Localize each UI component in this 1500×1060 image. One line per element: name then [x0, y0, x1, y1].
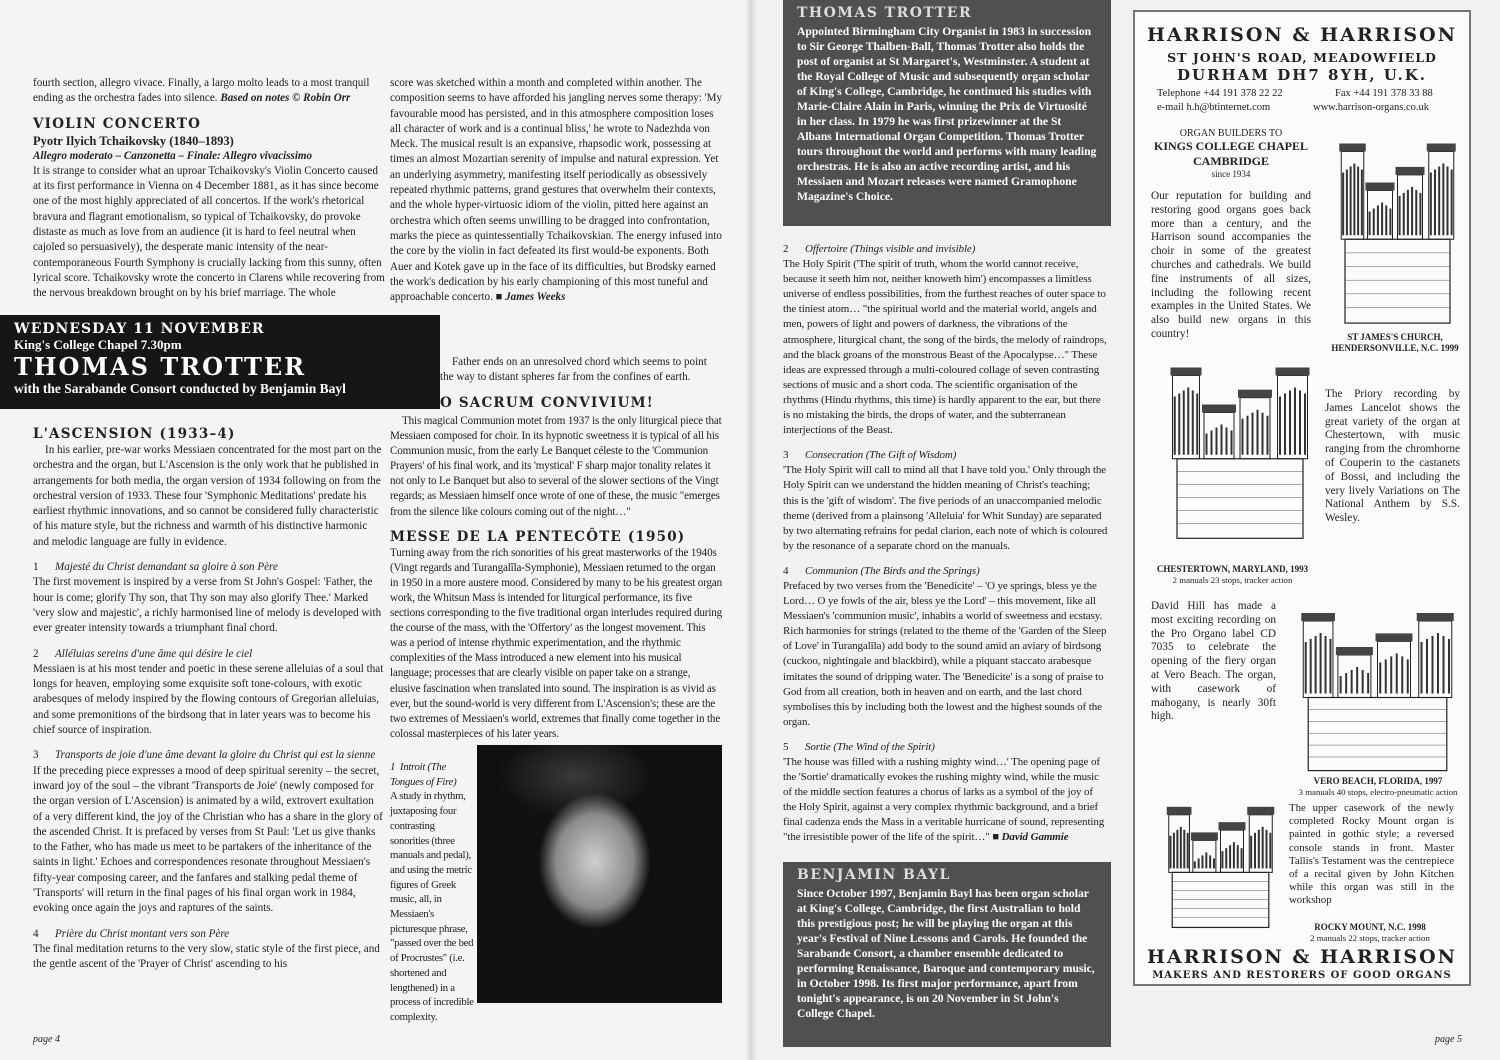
movement-number: 2 — [783, 243, 789, 255]
ad-para-2: The Priory recording by James Lancelot shows the great variety of the organ at Chestertown, with music ranging from the chromhorne of Couperin to the castanets of Bossi, and including the very lively Variations on The National Anthem by S.S. Wesley. — [1325, 388, 1460, 525]
organ-illustration-vero-beach — [1295, 604, 1460, 774]
ascension-intro: In his earlier, pre-war works Messiaen concentrated for the most part on the orchestra and the organ, but L'Ascension is the only work that he published in arrangements for both media, the organ version of 1934 following on from the orchestral version of 1933. These four 'Symphonic Meditations' predate his earliest rhythmic innovations, and so cannot be considered fully characteristic of his mature style, but the richness and warmth of his distinctive harmonic and melodic language are fully in evidence. — [33, 444, 382, 548]
ad-para-3: David Hill has made a most exciting recording on the Pro Organo label CD 7035 to celebrate the opening of the fiery organ at Vero Beach. The organ, with casework of mahogany, is nearly 30ft high. — [1151, 600, 1276, 723]
sacrum-body — [390, 414, 723, 742]
caption-3-title: VERO BEACH, FLORIDA, 1997 — [1313, 776, 1443, 786]
violin-para-2: score was sketched within a month and completed within another. The composition seems to have afforded his jangling nerves some therapy: 'My favourable mood has persisted, and in this atmosphere composition loses all character of work and is a continual bliss,' he wrote to Nadezhda von Meck. The musical result is an expansive, rhapsodic work, possessing at times an almost Mozartian serenity of impulse and natural expression. Yet an underlying asymmetry, manifesting itself periodically as obsessively repeated rhythmic patterns, grand gestures that overwhelm their contexts, and the whole hyper-virtuosic idiom of the violin, pitted here against an orchestra which often seems unwilling to be dragged into confrontation, marks the piece as quintessentially Tchaikovskian. The energy infused into the core by the violin in fact defeated its first would-be exponents. Both Auer and Kotek gave up in the face of its difficulties, but Brodsky earned the work's dedication by his early championing of this most tuneful and approachable concerto. ■ — [390, 77, 723, 304]
ad-address-1: ST JOHN'S ROAD, MEADOWFIELD — [1167, 50, 1437, 65]
page-number-right: page 5 — [1435, 1034, 1462, 1045]
movement-title — [33, 647, 385, 662]
ad-para-1: Our reputation for building and restoring good organs goes back more than a century, and the Harrison sound accompanies the choir in some of the greatest churches and cathedrals. We build fine instruments of all sizes, including the following recent examples in the United States. We also build new organs in this country! — [1151, 190, 1311, 340]
violin-concerto-continued — [390, 76, 725, 305]
movement-number: 1 — [33, 561, 39, 574]
concert-date: WEDNESDAY 11 NOVEMBER — [14, 321, 265, 337]
bayl-bio-box — [783, 862, 1111, 1047]
movement-name: Sortie (The Wind of the Spirit) — [805, 740, 935, 753]
concert-subtitle: with the Sarabande Consort conducted by Benjamin Bayl — [14, 381, 346, 396]
movement-name: Prière du Christ montant vers son Père — [55, 927, 230, 940]
ad-footer-name: HARRISON & HARRISON — [1147, 946, 1457, 968]
sacrum-messe-section — [440, 355, 723, 412]
caption-4-sub: 2 manuals 22 stops, tracker action — [1310, 933, 1430, 943]
ad-since: since 1934 — [1211, 169, 1251, 179]
movement-title — [33, 748, 385, 763]
movement-title — [783, 564, 1108, 579]
movement-name: Transports de joie d'une âme devant la gloire du Christ qui est la sienne — [55, 749, 376, 762]
introit-text: A study in rhythm, juxtaposing four contrasting sonorities (three manuals and pedal), and using the metric figures of Greek music, all, in Messiaen's picturesque phrase, "passed over the bed of Procrustes" (i.e. shortened and lengthened) in a process of incredible complexity. — [390, 790, 474, 1023]
ascension-heading: L'ASCENSION (1933–4) — [33, 426, 236, 442]
movement-text: Messiaen is at his most tender and poetic in these serene alleluias of a soul that longs for heaven, employing some exquisite soft tone-colours, with exotic arabesques of melody inspired by the flowing contours of Gregorian alleluias, and some premonitions of the birdsong that in later years was to become his chief source of inspiration. — [33, 662, 384, 737]
movement-name: Alléluias sereins d'une âme qui désire le ciel — [55, 647, 253, 660]
ascension-section — [33, 425, 385, 973]
movement-number: 2 — [33, 647, 39, 660]
composer: Pyotr Ilyich Tchaikovsky (1840–1893) — [33, 133, 234, 148]
page-number-left: page 4 — [33, 1034, 60, 1045]
sacrum-text: This magical Communion motet from 1937 is the only liturgical piece that Messiaen composed for choir. In its hypnotic sweetness it is typical of all his Communion music, from the early Le Banquet céleste to the 'Communion Prayers' of his final work, and its 'mystical' F sharp major tonality relates it not only to Le Banquet but also to several of the slower sections of the Vingt regards; as Messiaen himself once wrote of one of these, the music "emerges from the silence like colours coming out of the night…" — [390, 415, 722, 518]
trotter-bio-text: Appointed Birmingham City Organist in 1983 in succession to Sir George Thalben-Ball, Thomas Trotter also holds the post of organist at St Margaret's, Westminster. A student at the Royal College of Music and subsequently organ scholar of King's College, Cambridge, he continued his studies with Marie-Claire Alain in Paris, winning the Prix de Virtuosité in her class. In 1979 he was first prizewinner at the St Albans International Organ Competition. Thomas Trotter tours throughout the world and performs with many leading orchestras. He is also an active recording artist, and his Messiaen and Mozart releases were named Gramophone Magazine's Choice. — [797, 25, 1097, 203]
introit-title: Introit (The Tongues of Fire) — [390, 761, 457, 788]
ad-builders-to: ORGAN BUILDERS TO — [1179, 128, 1283, 139]
movement-number: 3 — [783, 449, 789, 462]
movement-number: 3 — [33, 749, 39, 762]
ad-kings-college: KINGS COLLEGE CHAPEL — [1153, 139, 1309, 153]
movement-number: 4 — [33, 927, 39, 940]
movement-text: The Holy Spirit ('The spirit of truth, whom the world cannot receive, because it seeth him not, neither knoweth him') encompasses a limitless universe of endless possibilities, from the furthest reaches of outer space to the tiniest atom… "the spiritual world and the material world, angels and men, powers of light and powers of darkness, the vibrations of the atmosphere, liturgical chant, the song of the birds, the melody of raindrops, and the black groans of the monstrous Beast of the Apocalypse…" These ideas are expressed through a multi-coloured collage of seven contrasting sections of music and a short coda. The scientific organisation of the rhythms (Hindu rhythms, this time) is hardly apparent to the ear, but there is no mistaking the birds, the drops of water, and the subterranean interjections of the Beast. — [783, 258, 1107, 437]
ad-tagline: MAKERS AND RESTORERS OF GOOD ORGANS — [1152, 970, 1452, 981]
ad-fax: Fax +44 191 378 33 88 — [1335, 88, 1433, 99]
movement-text: The first movement is inspired by a verse from St John's Gospel: 'Father, the hour is come; glorify Thy son, that Thy son may also glorify Thee.' Marked 'very slow and majestic', a richly harmonised line of melody is developed with ever greater intensity towards a triumphant final chord. — [33, 576, 382, 635]
caption-4-title: ROCKY MOUNT, N.C. 1998 — [1314, 922, 1426, 932]
page-gutter — [745, 0, 757, 1060]
movement-title — [783, 448, 1108, 463]
movement-number: 4 — [783, 564, 789, 577]
movement-text: The final meditation returns to the very slow, static style of the first piece, and the gentle ascent of the 'Prayer of Christ' ascending to his — [33, 942, 380, 971]
caption-1-sub: HENDERSONVILLE, N.C. 1999 — [1331, 343, 1459, 353]
violin-credit: James Weeks — [505, 291, 566, 304]
introit-num: 1 — [390, 761, 396, 773]
concert-banner — [0, 315, 440, 409]
movement-name: Majesté du Christ demandant sa gloire à son Père — [55, 561, 278, 574]
caption-1-title: ST JAMES'S CHURCH, — [1347, 332, 1443, 342]
ad-cambridge: CAMBRIDGE — [1192, 154, 1269, 168]
caption-2-sub: 2 manuals 23 stops, tracker action — [1172, 575, 1293, 585]
performer-photo — [477, 745, 722, 1003]
ad-email[interactable]: e-mail h.h@btinternet.com — [1157, 102, 1271, 113]
violin-para-1: It is strange to consider what an uproar Tchaikovsky's Violin Concerto caused at its first performance in Vienna on 4 December 1881, as it has since become one of the most highly appreciated of all concertos. If the work's rhetorical bravura and flagrant emotionalism, so typical of Tchaikovsky, do provoke distaste as much as love from an audience (it is hard to feel neutral when cajoled so persuasively), the desperate manic intensity of the near-contemporaneous Fourth Symphony is crucially lacking from this sunny, often lyrical score. Tchaikovsky wrote the concerto in Clarens while recovering from the nervous breakdown brought on by his brief marriage. The whole — [33, 164, 385, 300]
sortie-credit: David Gammie — [998, 831, 1069, 844]
movement-name: Communion (The Birds and the Springs) — [805, 564, 980, 577]
messe-text: Turning away from the rich sonorities of his great masterworks of the 1940s (Vingt regards and Turangalîla-Symphonie), Messiaen returned to the organ in 1950 in a more austere mood. Considered by many to be his greatest organ work, the Whitsun Mass is intended for liturgical performance, its five sections corresponding to the five traditional organ interludes required during the course of the mass, with the 'Offertory' as the longest movement. This was a period of intense rhythmic experimentation, and the rhythmic complexities of the Mass introduced a new element into his musical language; processes that are clearly visible on paper take on a strange, elusive fascination when translated into sound. The inspiration is as vivid as ever, but the sound-world is very different from L'Ascension's; these are the two extremes of Messiaen's world, extremes that finally come together in the colossal masterpieces of his later years. — [390, 546, 723, 740]
ad-address-2: DURHAM DH7 8YH, U.K. — [1177, 66, 1427, 84]
movement-title — [33, 560, 385, 575]
caption-2-title: CHESTERTOWN, MARYLAND, 1993 — [1156, 564, 1309, 574]
trotter-bio-heading: THOMAS TROTTER — [797, 5, 973, 21]
organ-illustration-hendersonville — [1335, 132, 1460, 327]
movement-name: Offertoire (Things visible and invisible) — [805, 243, 976, 255]
ad-telephone: Telephone +44 191 378 22 22 — [1157, 88, 1283, 99]
violin-concerto-section — [33, 76, 385, 302]
ad-website[interactable]: www.harrison-organs.co.uk — [1313, 102, 1430, 113]
intro-text: fourth section, allegro vivace. Finally, a largo molto leads to a most tranquil ending as the orchestra fades into silence. — [33, 77, 370, 105]
sacrum-heading: O SACRUM CONVIVIUM! — [440, 394, 654, 411]
concert-venue: King's College Chapel 7.30pm — [14, 337, 182, 352]
organ-illustration-chestertown — [1165, 357, 1315, 542]
movements: Allegro moderato – Canzonetta – Finale: Allegro vivacissimo — [33, 149, 313, 162]
movement-number: 5 — [783, 740, 789, 753]
movement-title — [783, 242, 1108, 257]
ad-company-name: HARRISON & HARRISON — [1147, 24, 1457, 46]
violin-concerto-heading: VIOLIN CONCERTO — [33, 115, 202, 132]
movement-name: Consecration (The Gift of Wisdom) — [805, 449, 957, 462]
performer-title: THOMAS TROTTER — [14, 352, 307, 381]
movement-title — [783, 740, 1108, 755]
bayl-bio-text: Since October 1997, Benjamin Bayl has been organ scholar at King's College, Cambridge, the first Australian to hold this prestigious post; he will be playing the organ at this year's Festival of Nine Lessons and Carols. He founded the Sarabande Consort, a chamber ensemble dedicated to performing Renaissance, Baroque and contemporary music, in October 1998. Its first major performance, apart from tonight's appearance, is on 20 November in St John's College Chapel. — [797, 887, 1095, 1020]
movement-text: Prefaced by two verses from the 'Benedicite' – 'O ye springs, bless ye the Lord… O ye fowls of the air, bless ye the Lord' – this movement, like all Messiaen's 'communion music', inhabits a world of sweetness and ecstasy. Rich harmonies for strings (related to the theme of the 'Garden of the Sleep of Love' in Turangalîla) add body to the sound amid an aviary of birdsong (cuckoo, nightingale and blackbird), while a piquant staccato arabesque imitates the sound of dripping water. The 'Benedicite' is a song of praise to God from all creation, both in heaven and on earth, and the last chord symbolises this by including both the lowest and the highest sounds of the organ. — [783, 579, 1107, 728]
ad-para-4: The upper casework of the newly completed Rocky Mount organ is painted in gothic style; a reversed console stands in front. Master Tallis's Testament was the centrepiece of a recital given by John Kitchen while this organ was still in the workshop — [1289, 802, 1454, 907]
bayl-bio-heading: BENJAMIN BAYL — [797, 867, 951, 883]
introit-section — [390, 760, 474, 1025]
messe-heading: MESSE DE LA PENTECÔTE (1950) — [390, 528, 686, 545]
intro-credit: Based on notes © Robin Orr — [220, 92, 351, 105]
movement-title — [33, 927, 385, 942]
movement-text: If the preceding piece expresses a mood of deep spiritual serenity – the secret, inward joy of the soul – the vibrant 'Transports de Joie' (newly composed for the organ version of L'Ascension) is animated by a wild, extrovert exultation of a very different kind, the joy of the Christian who has a share in the glory of the ascended Christ. It is prefaced by verses from St Paul: 'Let us give thanks to the Father, who has made us meet to be partakers of the inheritance of the saints in light.' Echoes and correspondences resonate throughout Messiaen's fifty-year composing career, and the fanfares and stalking pedal theme of 'Transports' will return in the final pages of his final organ work in 1984, evoking once again the joys and raptures of the saints. — [33, 764, 383, 915]
movement-text: 'The house was filled with a rushing mighty wind…' The opening page of the 'Sortie' dramatically evokes the rushing mighty wind, while the music of the middle section features a chorus of larks as a symbol of the joy of the Holy Spirit, against a very complex rhythmic background, and a brief final cadenza ends the Mass in a veritable hurricane of sound, representing "the irresistible power of the life of the spirit…" ■ David Gammie — [783, 756, 1105, 844]
trotter-bio-box — [783, 0, 1111, 226]
movement-text: 'The Holy Spirit will call to mind all that I have told you.' Only through the Holy Spirit can we understand the hidden meaning of Christ's teaching; this is the 'gift of wisdom'. The five periods of an unaccompanied melodic theme (derived from a plainsong 'Alleluia' for Whit Sunday) are separated by two alternating refrains for pedal clarion, each note of which is coloured by the resonance of a separate chord on the manuals. — [783, 464, 1108, 552]
organ-illustration-rocky-mount — [1163, 802, 1278, 930]
caption-3-sub: 3 manuals 40 stops, electro-pneumatic action — [1298, 787, 1458, 797]
father-text: Father ends on an unresolved chord which seems to point the way to distant spheres far from the confines of earth. — [440, 356, 707, 384]
harrison-advert — [1133, 10, 1471, 986]
mass-movements — [783, 242, 1108, 846]
